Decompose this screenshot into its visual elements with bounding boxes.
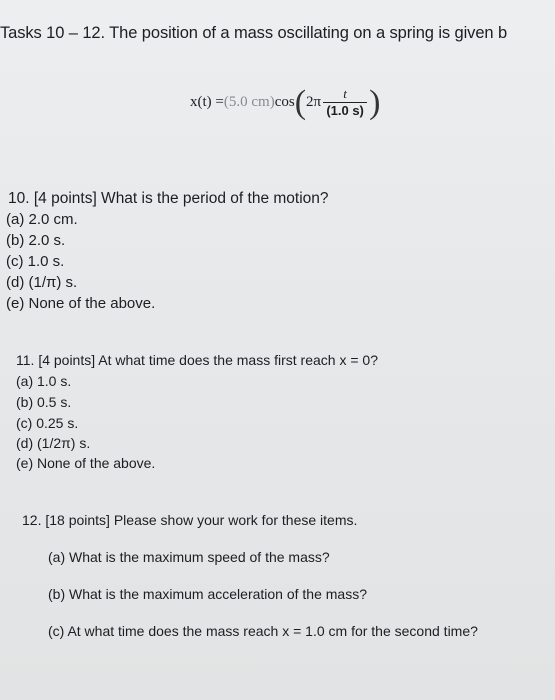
fraction-numerator: t [343,86,347,101]
q10-prompt: 10. [4 points] What is the period of the motion? [8,190,329,207]
q12-item-a: (a) What is the maximum speed of the mass? [48,549,330,565]
equation-lhs: x(t) = [190,94,224,110]
q11-option-a: (a) 1.0 s. [16,373,72,389]
q11-prompt: 11. [4 points] At what time does the mass first reach x = 0? [16,352,378,368]
position-equation [190,83,381,121]
q10-option-c: (c) 1.0 s. [6,253,65,270]
q12-prompt: 12. [18 points] Please show your work for these items. [22,512,358,528]
q10-option-d: (d) (1/π) s. [6,274,78,291]
q11-option-c: (c) 0.25 s. [16,415,79,431]
q12-item-c: (c) At what time does the mass reach x = 1.0 cm for the second time? [48,623,478,639]
q12-item-b: (b) What is the maximum acceleration of the mass? [48,586,368,602]
equation-two-pi: 2π [306,94,322,110]
tasks-header: Tasks 10 – 12. The position of a mass oscillating on a spring is given b [0,24,508,42]
equation-amplitude: (5.0 cm) [223,94,275,110]
fraction-denominator: (1.0 s) [326,103,364,118]
left-paren: ( [294,83,307,121]
equation-fraction [323,86,367,119]
equation-cos: cos [274,94,295,110]
q11-option-e: (e) None of the above. [16,455,156,471]
right-paren: ) [369,83,381,121]
q10-option-b: (b) 2.0 s. [6,232,66,249]
q11-option-b: (b) 0.5 s. [16,394,72,410]
q10-option-a: (a) 2.0 cm. [6,211,78,228]
q11-option-d: (d) (1/2π) s. [16,435,91,451]
q10-option-e: (e) None of the above. [6,295,156,312]
